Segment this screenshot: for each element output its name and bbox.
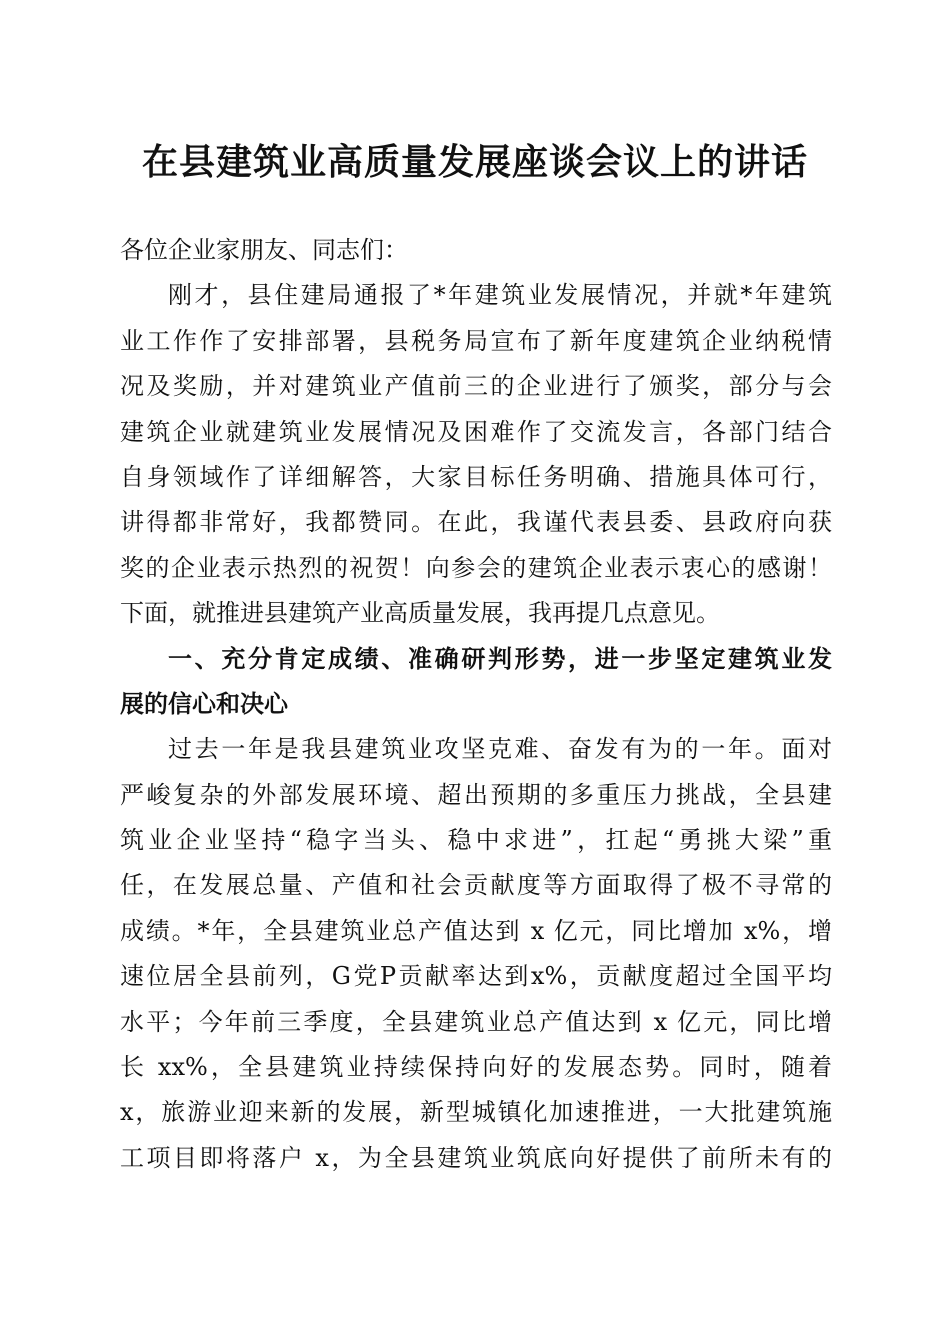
paragraph-line: 况及奖励，并对建筑业产值前三的企业进行了颁奖，部分与会	[120, 372, 832, 401]
paragraph-line: 筑业企业坚持“稳字当头、稳中求进”，扛起“勇挑大梁”重	[120, 826, 832, 855]
paragraph-line: x，旅游业迎来新的发展，新型城镇化加速推进，一大批建筑施	[120, 1098, 832, 1127]
paragraph-line: 奖的企业表示热烈的祝贺！向参会的建筑企业表示衷心的感谢！	[120, 553, 832, 582]
paragraph-line: 讲得都非常好，我都赞同。在此，我谨代表县委、县政府向获	[120, 508, 832, 537]
paragraph-line: 成绩。*年，全县建筑业总产值达到 x 亿元，同比增加 x%，增	[120, 916, 832, 945]
document-body	[120, 228, 832, 1181]
section-heading-1	[120, 637, 832, 728]
paragraph-line: 下面，就推进县建筑产业高质量发展，我再提几点意见。	[120, 599, 720, 628]
salutation: 各位企业家朋友、同志们：	[120, 236, 408, 264]
paragraph-1	[120, 273, 832, 636]
document-title: 在县建筑业高质量发展座谈会议上的讲话	[141, 141, 808, 183]
paragraph-line: 自身领域作了详细解答，大家目标任务明确、措施具体可行，	[120, 462, 832, 491]
paragraph-line: 过去一年是我县建筑业攻坚克难、奋发有为的一年。面对	[168, 735, 832, 764]
paragraph-line: 严峻复杂的外部发展环境、超出预期的多重压力挑战，全县建	[120, 780, 832, 809]
paragraph-2	[120, 727, 832, 1181]
paragraph-line: 水平；今年前三季度，全县建筑业总产值达到 x 亿元，同比增	[120, 1007, 832, 1036]
paragraph-line: 刚才，县住建局通报了*年建筑业发展情况，并就*年建筑	[168, 281, 832, 310]
paragraph-line: 业工作作了安排部署，县税务局宣布了新年度建筑企业纳税情	[120, 326, 832, 355]
paragraph-line: 任，在发展总量、产值和社会贡献度等方面取得了极不寻常的	[120, 871, 832, 900]
paragraph-line: 速位居全县前列，G党P贡献率达到x%，贡献度超过全国平均	[120, 962, 832, 991]
heading-line: 展的信心和决心	[120, 689, 288, 718]
paragraph-line: 工项目即将落户 x，为全县建筑业筑底向好提供了前所未有的	[120, 1143, 832, 1172]
paragraph-line: 建筑企业就建筑业发展情况及困难作了交流发言，各部门结合	[120, 417, 832, 446]
heading-line: 一、充分肯定成绩、准确研判形势，进一步坚定建筑业发	[168, 644, 832, 673]
paragraph-line: 长 xx%，全县建筑业持续保持向好的发展态势。同时，随着	[120, 1053, 832, 1082]
